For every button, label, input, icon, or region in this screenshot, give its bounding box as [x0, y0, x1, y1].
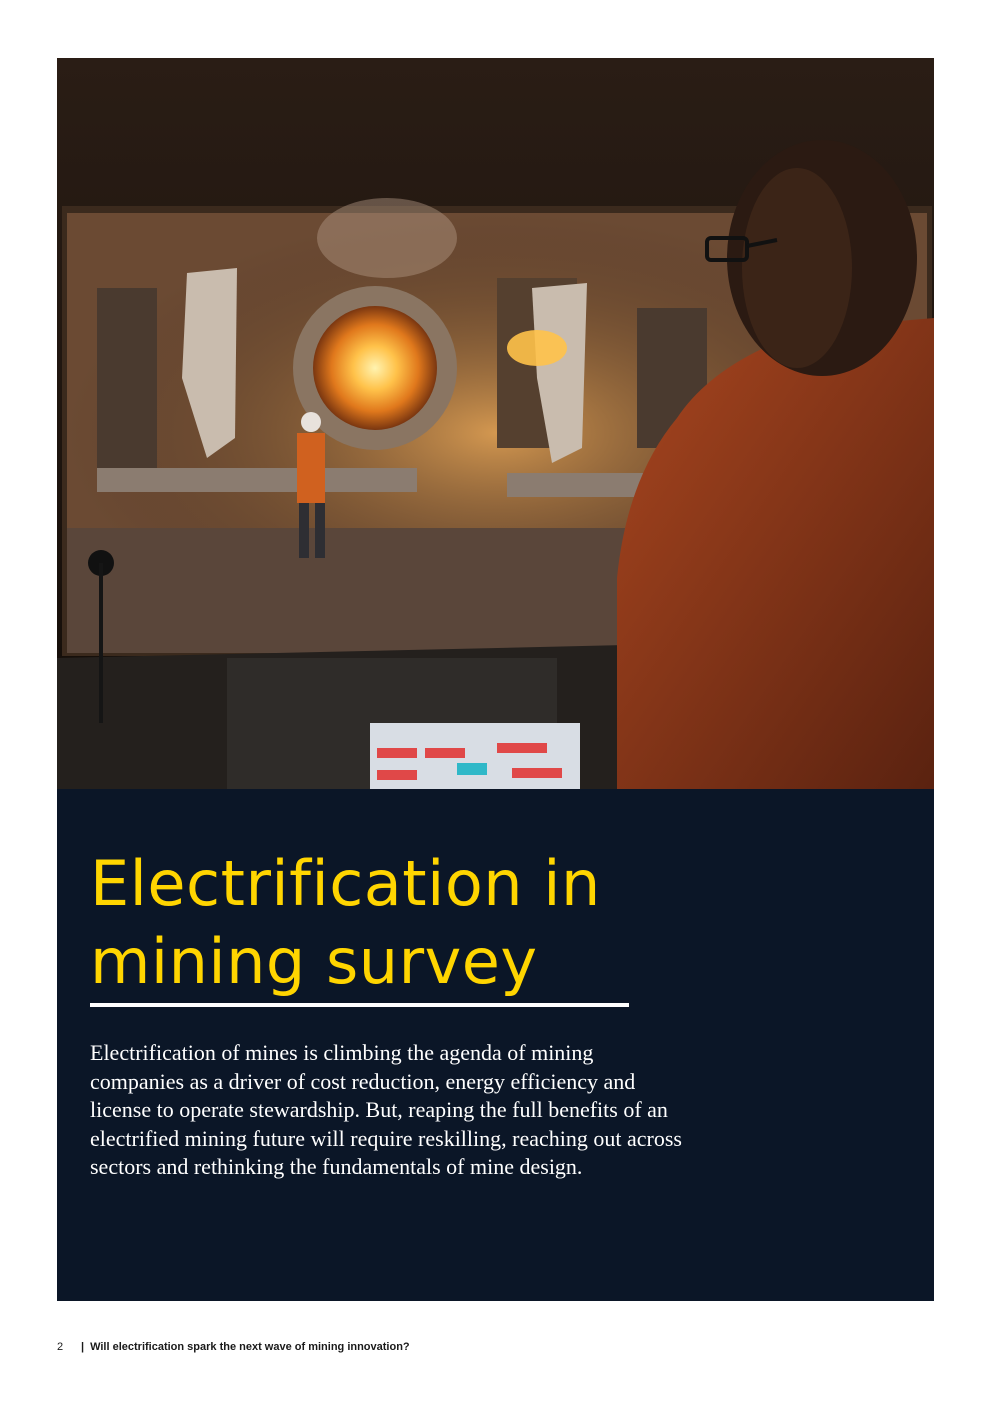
page-title: Electrification in mining survey — [90, 847, 601, 998]
page-footer — [57, 1341, 410, 1353]
title-divider — [90, 1003, 629, 1007]
smelter-photo-illustration — [57, 58, 934, 789]
footer-document-title: Will electrification spark the next wave of mining innovation? — [90, 1341, 410, 1353]
intro-panel — [57, 789, 934, 1301]
footer-separator: | — [81, 1341, 85, 1353]
page-number: 2 — [57, 1341, 64, 1353]
hero-photo — [57, 58, 934, 789]
intro-paragraph: Electrification of mines is climbing the agenda of mining companies as a driver of cost reduction, energy efficiency and license to operate stewardship. But, reaping the full benefits of an electrified mining future will require reskilling, reaching out across sectors and rethinking the fundamentals of mine design. — [90, 1040, 682, 1179]
